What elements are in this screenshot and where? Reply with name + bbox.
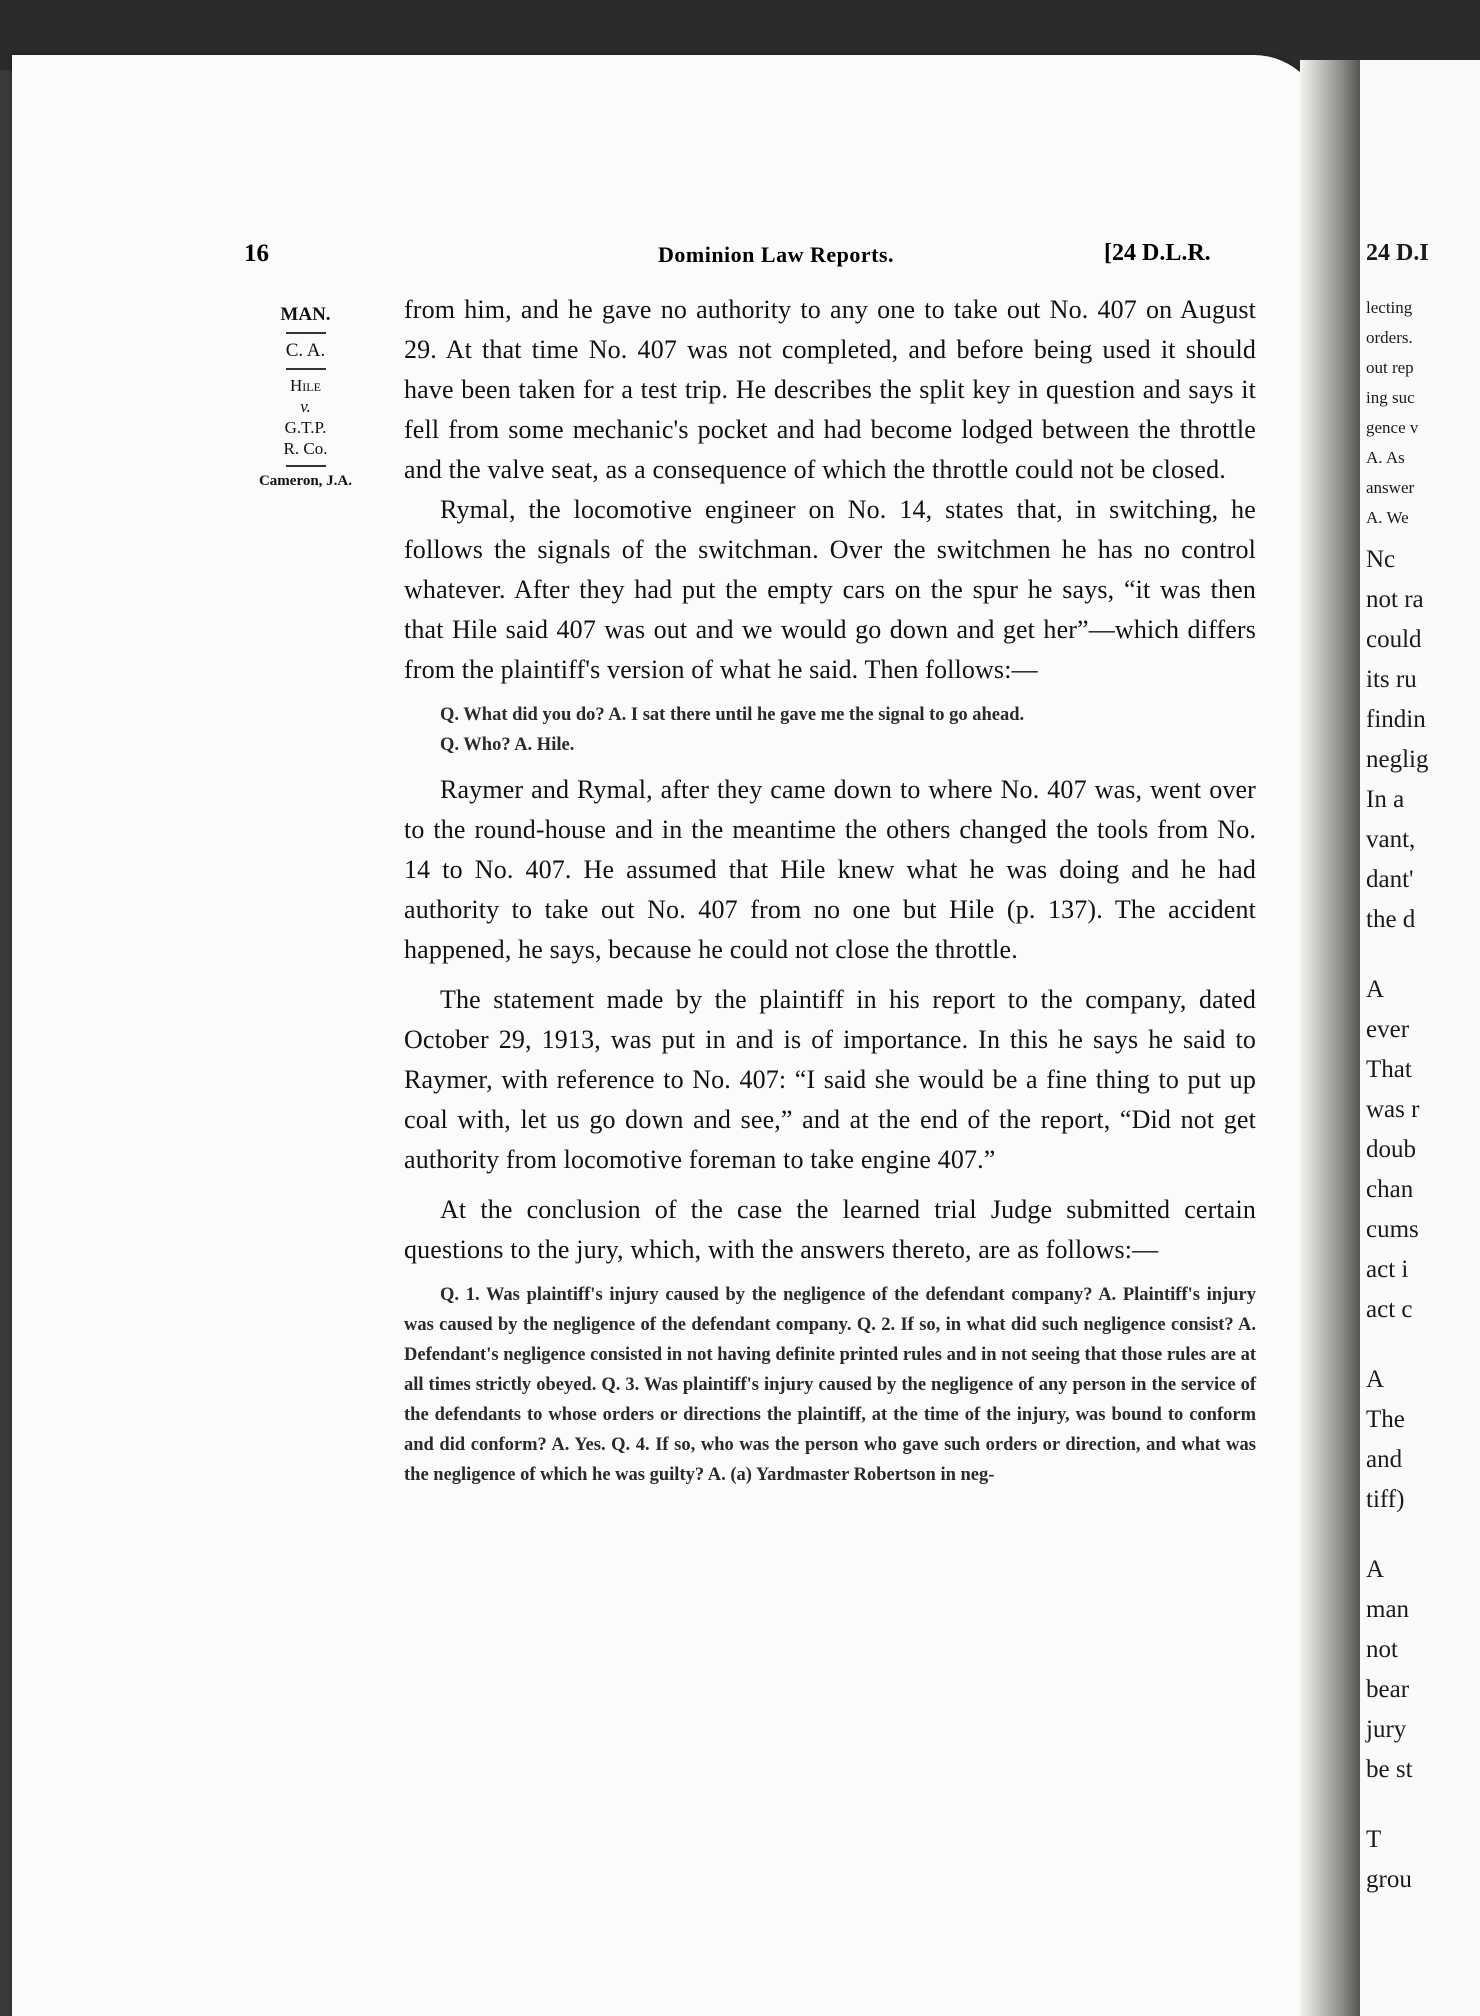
facing-page-line: man bbox=[1366, 1596, 1410, 1623]
facing-page-line: neglig bbox=[1366, 746, 1429, 773]
facing-page-line: could bbox=[1366, 626, 1422, 653]
running-head: Dominion Law Reports. bbox=[658, 242, 895, 267]
paragraph: The statement made by the plaintiff in his report to the company, dated October 29, 1913, was put in and is of importance. In this he says he said to Raymer, with reference to No. 407: “I said she would be a fine thing to put up coal with, let us go down and see,” and at the end of the report, “Did not get authority from locomotive foreman to take engine 407.” bbox=[404, 985, 1256, 1174]
facing-page-line: dant' bbox=[1366, 866, 1414, 893]
facing-page-line: vant, bbox=[1366, 826, 1416, 853]
facing-page-line: tiff) bbox=[1366, 1486, 1405, 1513]
facing-page-line: out rep bbox=[1366, 358, 1414, 377]
margin-rule bbox=[286, 332, 326, 334]
margin-case-defendant: G.T.P. bbox=[284, 418, 327, 437]
margin-rule bbox=[286, 465, 326, 467]
facing-page-line: answer bbox=[1366, 478, 1415, 497]
margin-case-versus: v. bbox=[300, 396, 311, 416]
main-text bbox=[404, 290, 1256, 1490]
testimony-quote: Q. Who? A. Hile. bbox=[440, 735, 575, 755]
facing-page-line: A bbox=[1366, 1556, 1385, 1583]
facing-page-line: bear bbox=[1366, 1676, 1410, 1703]
paragraph: Rymal, the locomotive engineer on No. 14, states that, in switching, he follows the signals of the switchman. Over the switchmen he has no control whatever. After they had put the empty cars on the spur he says, “it was then that Hile said 407 was out and we would go down and get her”—which differs from the plaintiff's version of what he said. Then follows:— bbox=[404, 495, 1256, 684]
facing-page-line: A. As bbox=[1366, 448, 1405, 467]
facing-page-line: not bbox=[1366, 1636, 1398, 1663]
facing-page-header: 24 D.I bbox=[1366, 240, 1429, 266]
facing-page-line: Nc bbox=[1366, 546, 1396, 573]
facing-page-line: A bbox=[1366, 976, 1385, 1003]
page-number: 16 bbox=[244, 240, 269, 267]
facing-page-line: not ra bbox=[1366, 586, 1424, 613]
facing-page-line: gence v bbox=[1366, 418, 1419, 437]
facing-page-line: A bbox=[1366, 1366, 1385, 1393]
margin-case-defendant-2: R. Co. bbox=[283, 439, 328, 459]
facing-page-line: act i bbox=[1366, 1256, 1409, 1283]
volume-reference: [24 D.L.R. bbox=[1104, 240, 1211, 266]
facing-page-line: be st bbox=[1366, 1756, 1413, 1783]
facing-page bbox=[1360, 60, 1480, 2016]
facing-page-line: In a bbox=[1366, 786, 1405, 813]
book-gutter bbox=[1300, 60, 1360, 2016]
paragraph: Raymer and Rymal, after they came down to where No. 407 was, went over to the round-house and in the meantime the others changed the tools from No. 14 to No. 407. He assumed that Hile knew what he was doing and he had authority to take out No. 407 from no one but Hile (p. 137). The accident happened, he says, because he could not close the throttle. bbox=[404, 775, 1256, 964]
margin-court: C. A. bbox=[285, 339, 326, 361]
facing-page-line: lecting bbox=[1366, 298, 1413, 317]
facing-page-line: ever bbox=[1366, 1016, 1410, 1043]
facing-page-line: the d bbox=[1366, 906, 1416, 933]
facing-page-line: and bbox=[1366, 1446, 1403, 1473]
margin-rule bbox=[286, 368, 326, 370]
testimony-quote: Q. What did you do? A. I sat there until he gave me the signal to go ahead. bbox=[440, 705, 1025, 725]
page-header bbox=[244, 240, 1254, 274]
facing-page-line: findin bbox=[1366, 706, 1426, 733]
facing-page-line: its ru bbox=[1366, 666, 1417, 693]
margin-note bbox=[238, 303, 373, 490]
margin-judge: Cameron, J.A. bbox=[258, 472, 353, 489]
facing-page-line: jury bbox=[1366, 1716, 1407, 1743]
facing-page-line: chan bbox=[1366, 1176, 1414, 1203]
facing-page-line: T bbox=[1366, 1826, 1382, 1853]
jury-questions: Q. 1. Was plaintiff's injury caused by the negligence of the defendant company? A. Plaintiff's injury was caused by the negligence of the defendant company. Q. 2. If so, in what did such negligence consist? A. Defendant's negligence consisted in not having definite printed rules and in not seeing that those rules are at all times strictly obeyed. Q. 3. Was plaintiff's injury caused by the negligence of any person in the service of the defendants to whose orders or directions the plaintiff, at the time of the injury, was bound to conform and did conform? A. Yes. Q. 4. If so, who was the person who gave such orders or direction, and what was the negligence of which he was guilty? A. (a) Yardmaster Robertson in neg- bbox=[404, 1285, 1256, 1485]
facing-page-line: was r bbox=[1366, 1096, 1420, 1123]
facing-page-line: doub bbox=[1366, 1136, 1416, 1163]
margin-case-plaintiff: Hile bbox=[290, 375, 321, 395]
facing-page-line: cums bbox=[1366, 1216, 1419, 1243]
facing-page-line: grou bbox=[1366, 1866, 1412, 1893]
margin-province: MAN. bbox=[280, 304, 331, 325]
facing-page-line: A. We bbox=[1366, 508, 1409, 527]
facing-page-line: orders. bbox=[1366, 328, 1413, 347]
paragraph: from him, and he gave no authority to any one to take out No. 407 on August 29. At that time No. 407 was not completed, and before being used it should have been taken for a test trip. He describes the split key in question and says it fell from some mechanic's pocket and had become lodged between the throttle and the valve seat, as a consequence of which the throttle could not be closed. bbox=[404, 295, 1256, 484]
facing-page-line: That bbox=[1366, 1056, 1412, 1083]
facing-page-line: act c bbox=[1366, 1296, 1413, 1323]
facing-page-line: The bbox=[1366, 1406, 1405, 1433]
facing-page-line: ing suc bbox=[1366, 388, 1415, 407]
paragraph: At the conclusion of the case the learned trial Judge submitted certain questions to the jury, which, with the answers thereto, are as follows:— bbox=[404, 1195, 1256, 1264]
